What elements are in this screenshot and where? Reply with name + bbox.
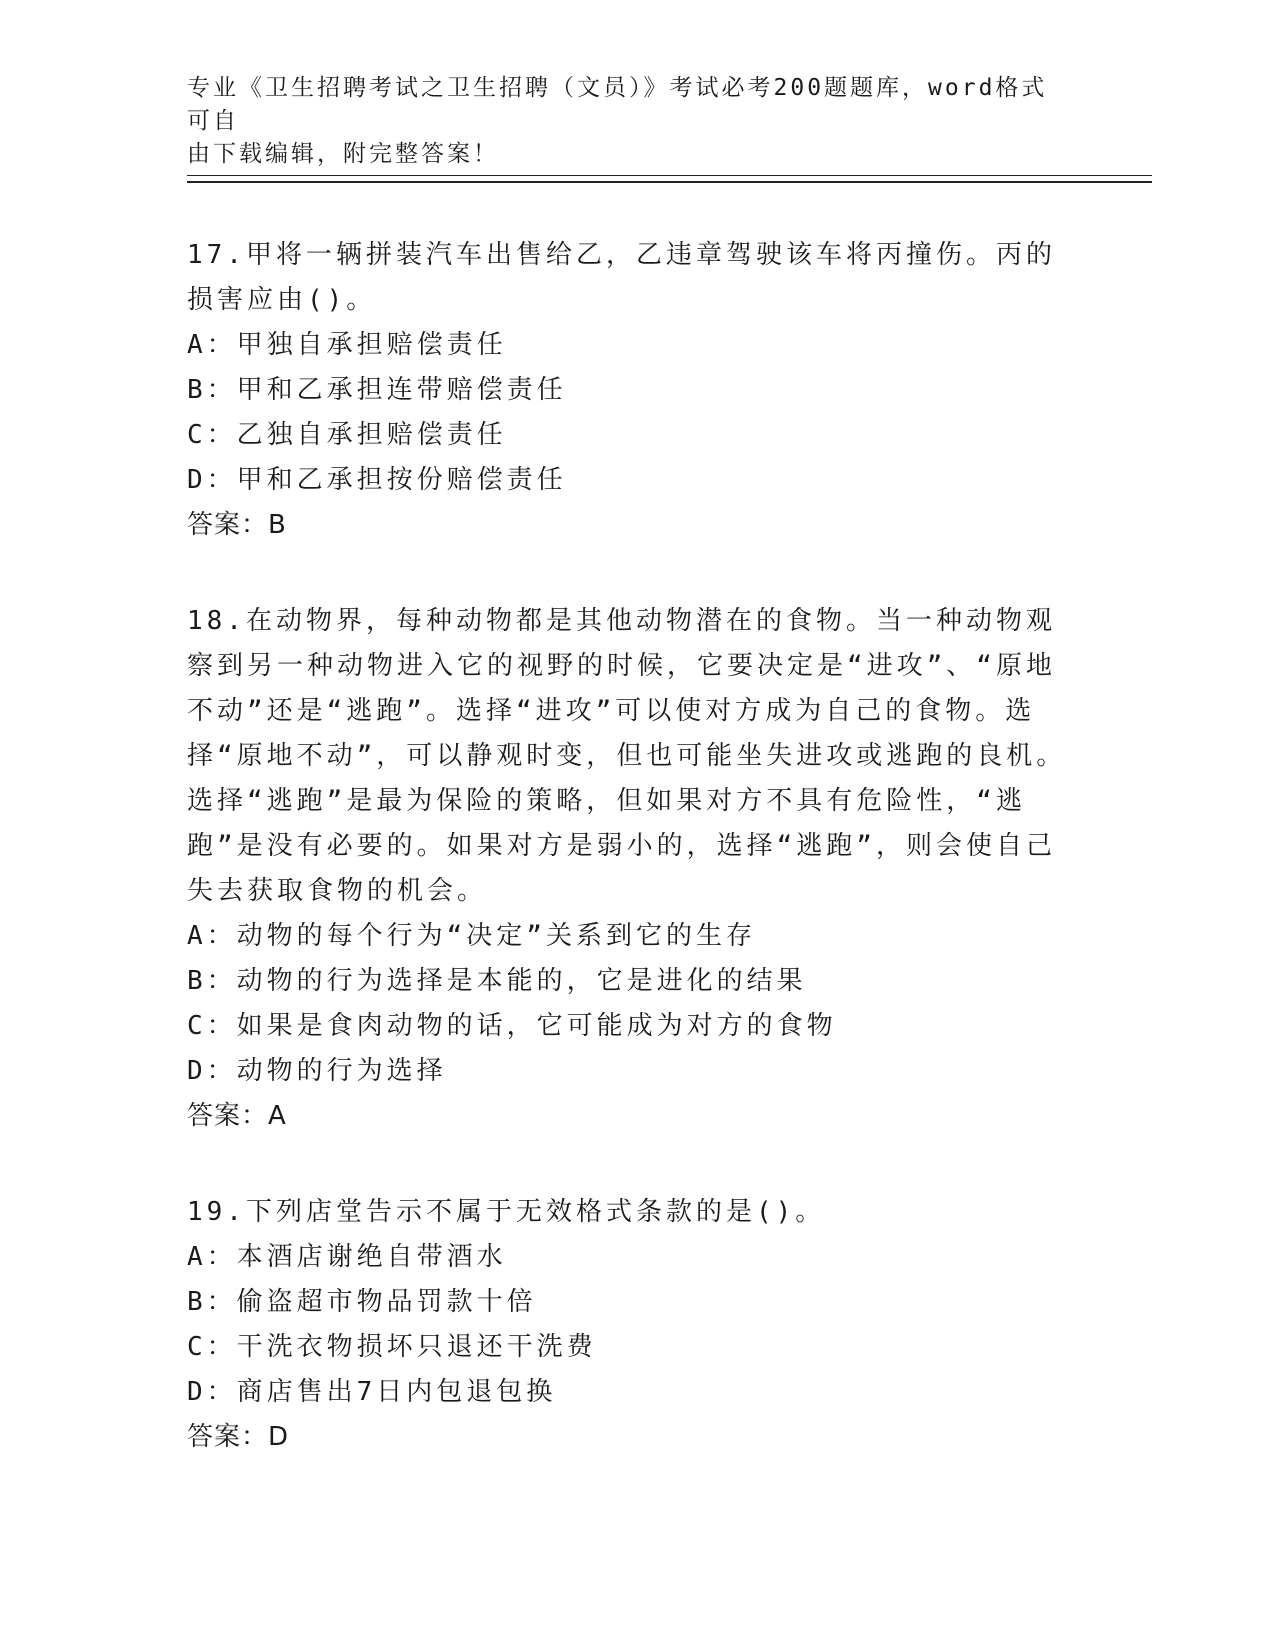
- option-b: B：动物的行为选择是本能的，它是进化的结果: [187, 966, 807, 996]
- question-stem: 19.下列店堂告示不属于无效格式条款的是()。: [187, 1197, 826, 1227]
- question-19: [187, 1190, 1082, 1460]
- option-d: D：甲和乙承担按份赔偿责任: [187, 465, 567, 495]
- question-17: [187, 233, 1082, 548]
- header-line-1: 专业《卫生招聘考试之卫生招聘（文员）》考试必考200题题库，word格式可自: [187, 75, 1048, 134]
- answer-label: 答案：B: [187, 510, 287, 540]
- answer-label: 答案：D: [187, 1422, 290, 1452]
- document-header: [187, 72, 1067, 171]
- option-d: D：动物的行为选择: [187, 1056, 447, 1086]
- header-divider-bottom: [187, 181, 1152, 183]
- option-a: A：甲独自承担赔偿责任: [187, 330, 507, 360]
- header-line-2: 由下载编辑，附完整答案！: [187, 141, 499, 167]
- option-b: B：偷盗超市物品罚款十倍: [187, 1287, 537, 1317]
- option-d: D：商店售出7日内包退包换: [187, 1377, 557, 1407]
- option-c: C：如果是食肉动物的话，它可能成为对方的食物: [187, 1011, 837, 1041]
- answer-label: 答案：A: [187, 1101, 287, 1131]
- question-18: [187, 599, 1082, 1139]
- question-stem: 18.在动物界，每种动物都是其他动物潜在的食物。当一种动物观察到另一种动物进入它的视野的时候，它要决定是“进攻”、“原地不动”还是“逃跑”。选择“进攻”可以使对方成为自己的食物。选择“原地不动”，可以静观时变，但也可能坐失进攻或逃跑的良机。选择“逃跑”是最为保险的策略，但如果对方不具有危险性，“逃跑”是没有必要的。如果对方是弱小的，选择“逃跑”，则会使自己失去获取食物的机会。: [187, 606, 1067, 906]
- question-stem: 17.甲将一辆拼装汽车出售给乙，乙违章驾驶该车将丙撞伤。丙的损害应由()。: [187, 240, 1056, 315]
- option-c: C：干洗衣物损坏只退还干洗费: [187, 1332, 597, 1362]
- option-c: C：乙独自承担赔偿责任: [187, 420, 507, 450]
- option-a: A：动物的每个行为“决定”关系到它的生存: [187, 921, 756, 951]
- header-divider-top: [187, 175, 1152, 176]
- option-a: A：本酒店谢绝自带酒水: [187, 1242, 507, 1272]
- option-b: B：甲和乙承担连带赔偿责任: [187, 375, 567, 405]
